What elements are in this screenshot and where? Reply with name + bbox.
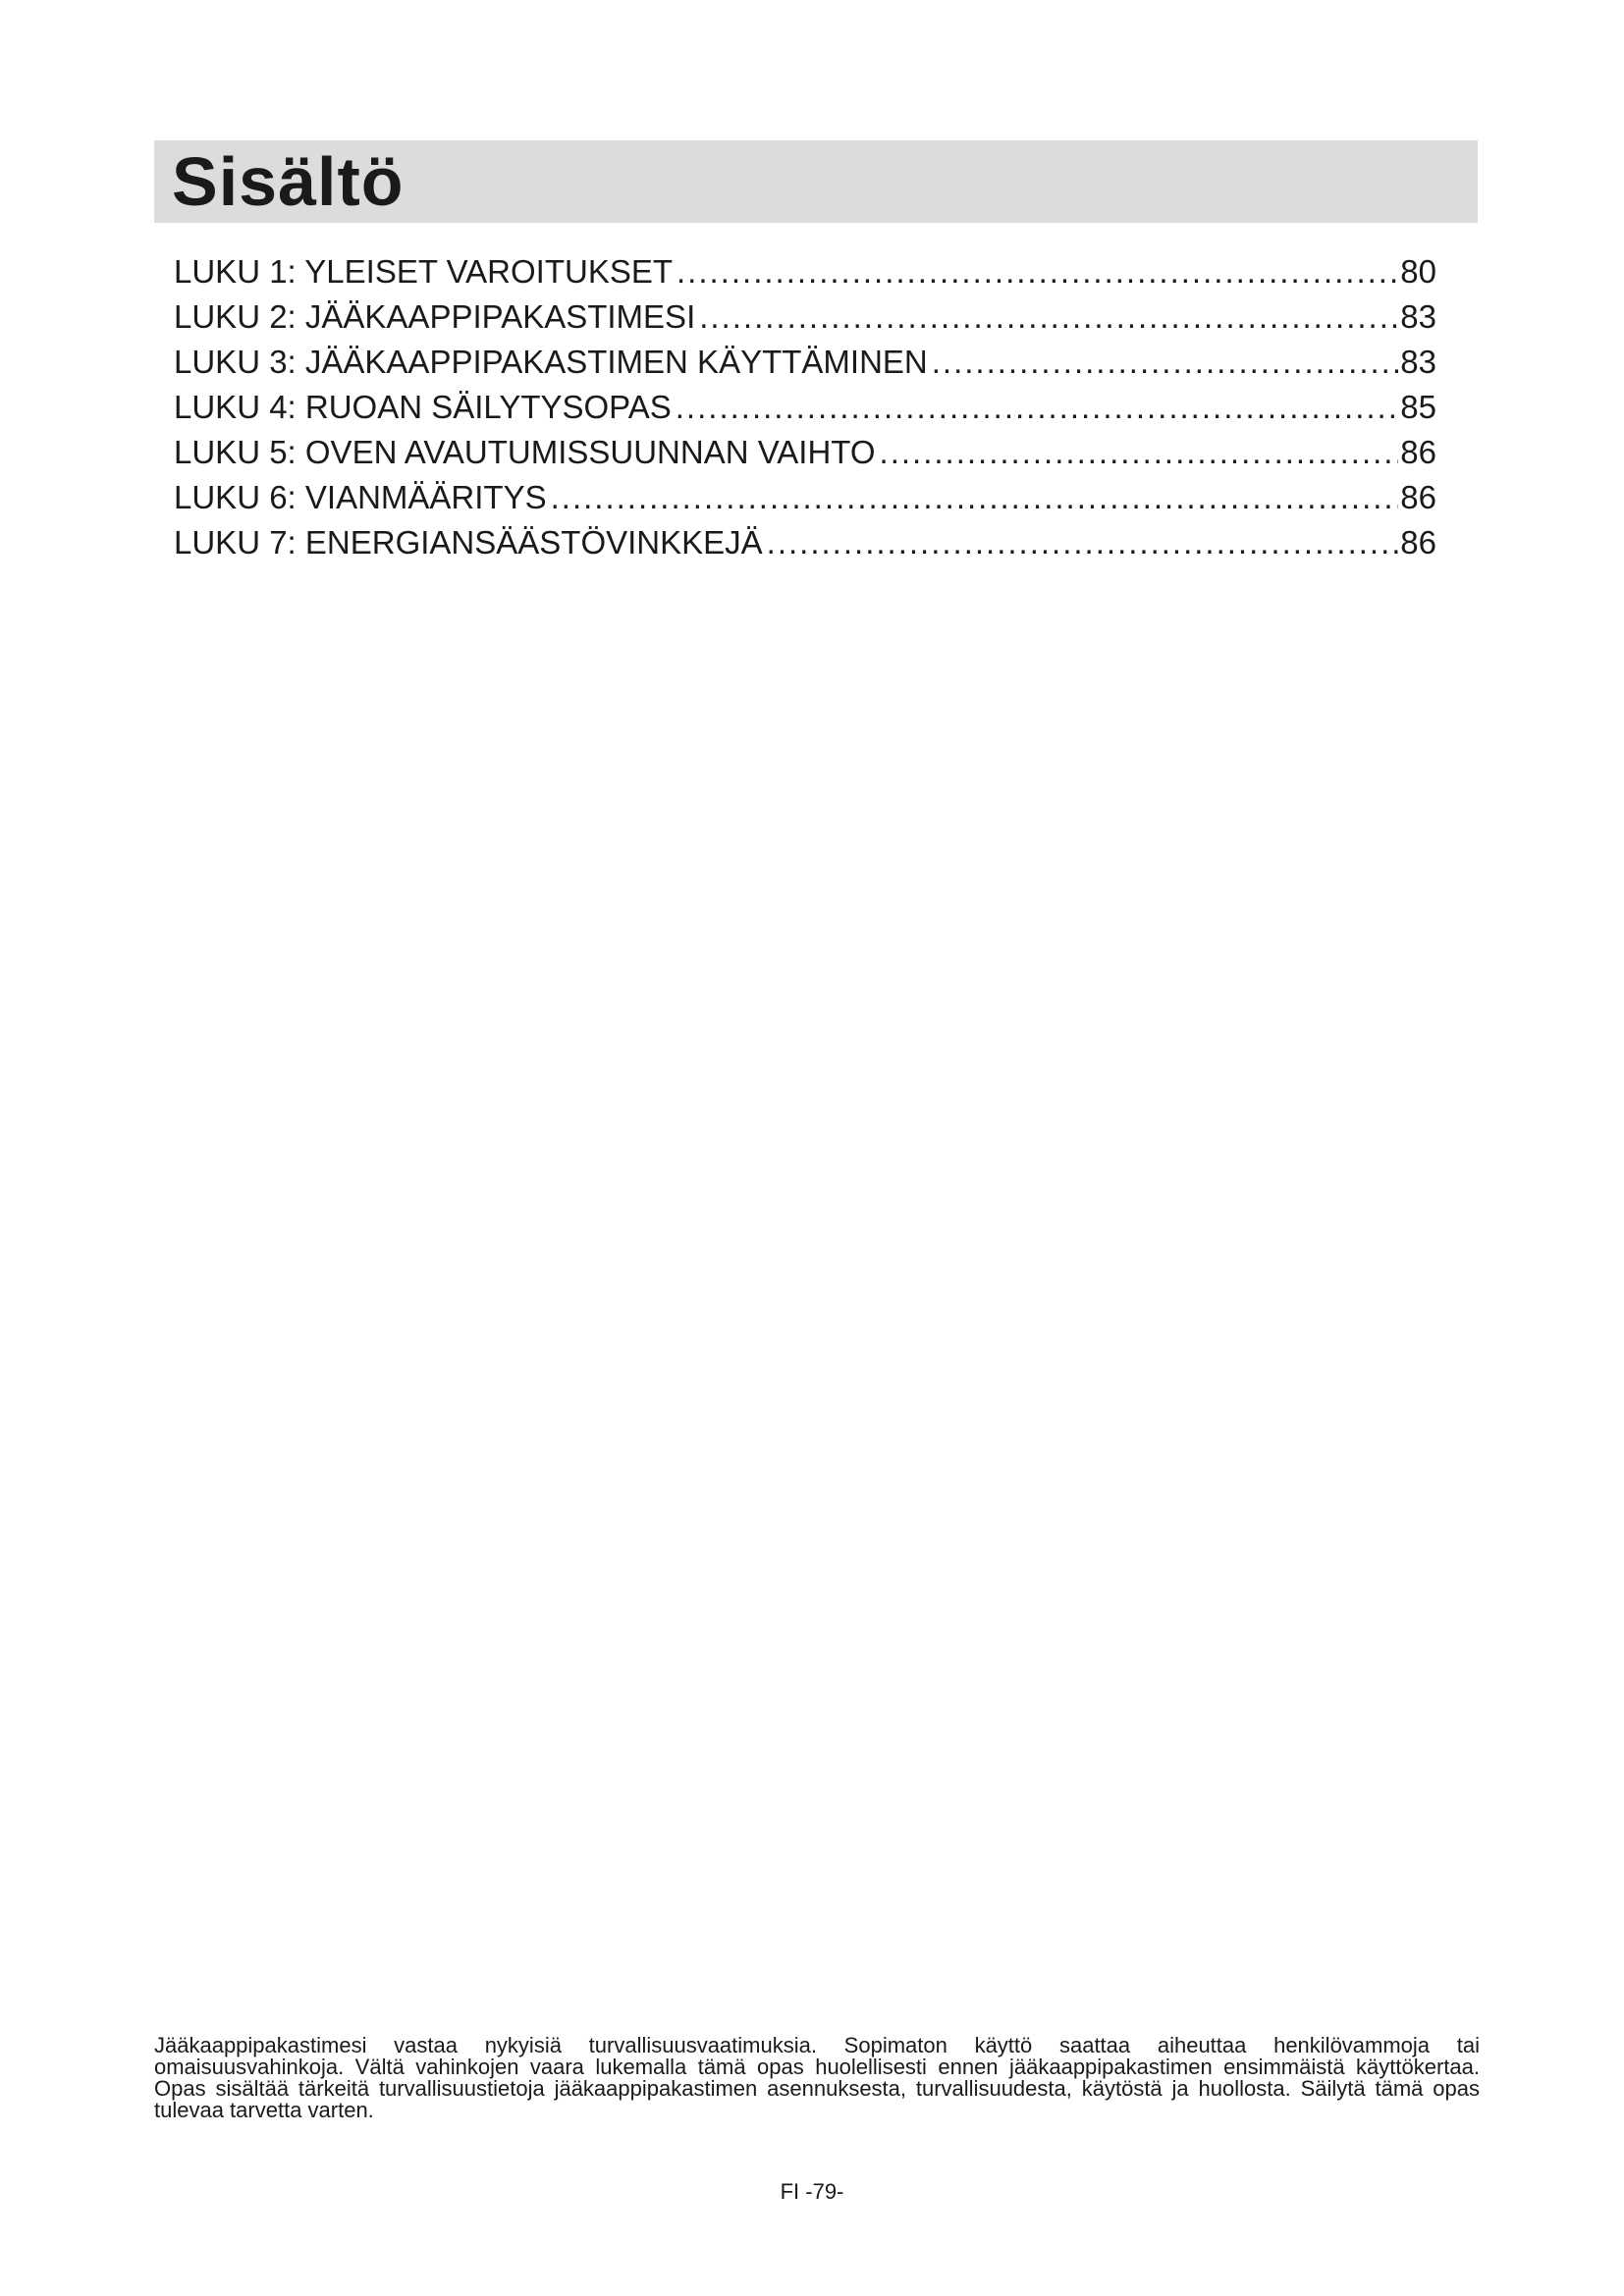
toc-entry-7[interactable] bbox=[174, 524, 1436, 569]
toc-entry-2[interactable] bbox=[174, 298, 1436, 344]
toc-entry-page: 83 bbox=[1400, 344, 1436, 380]
toc-leader-dots bbox=[676, 389, 1399, 426]
toc-entry-page: 86 bbox=[1400, 479, 1436, 515]
toc-leader-dots bbox=[767, 524, 1399, 561]
toc-entry-page: 85 bbox=[1400, 389, 1436, 425]
safety-notice: Jääkaappipakastimesi vastaa nykyisiä turvallisuusvaatimuksia. Sopimaton käyttö saattaa aiheuttaa henkilövammoja tai omaisuusvahinkoja. Vältä vahinkojen vaara lukemalla tämä opas huolellisesti ennen jääkaappipakastimen ensimmäistä käyttökertaa. Opas sisältää tärkeitä turvallisuustietoja jääkaappipakastimen asennuksesta, turvallisuudesta, käytöstä ja huollosta. Säilytä tämä opas tulevaa tarvetta varten. bbox=[154, 2033, 1480, 2122]
toc-entry-4[interactable] bbox=[174, 389, 1436, 434]
toc-entry-page: 86 bbox=[1400, 524, 1436, 561]
toc-leader-dots bbox=[551, 479, 1399, 516]
toc-entry-1[interactable] bbox=[174, 253, 1436, 298]
toc-entry-label: LUKU 3: JÄÄKAAPPIPAKASTIMEN KÄYTTÄMINEN bbox=[174, 344, 928, 380]
toc-entry-page: 80 bbox=[1400, 253, 1436, 290]
toc-entry-label: LUKU 5: OVEN AVAUTUMISSUUNNAN VAIHTO bbox=[174, 434, 876, 470]
toc-entry-label: LUKU 6: VIANMÄÄRITYS bbox=[174, 479, 547, 515]
toc-entry-5[interactable] bbox=[174, 434, 1436, 479]
toc-entry-3[interactable] bbox=[174, 344, 1436, 389]
toc-leader-dots bbox=[880, 434, 1399, 471]
toc-entry-6[interactable] bbox=[174, 479, 1436, 524]
toc-leader-dots bbox=[932, 344, 1399, 381]
toc-entry-label: LUKU 4: RUOAN SÄILYTYSOPAS bbox=[174, 389, 672, 425]
page-title: Sisältö bbox=[172, 143, 405, 220]
page-number: FI -79- bbox=[780, 2179, 844, 2204]
toc-leader-dots bbox=[677, 253, 1398, 291]
toc-entry-page: 83 bbox=[1400, 298, 1436, 335]
toc-leader-dots bbox=[699, 298, 1398, 336]
title-bar bbox=[154, 140, 1478, 223]
table-of-contents bbox=[174, 253, 1436, 569]
toc-entry-page: 86 bbox=[1400, 434, 1436, 470]
toc-entry-label: LUKU 1: YLEISET VAROITUKSET bbox=[174, 253, 674, 290]
toc-entry-label: LUKU 7: ENERGIANSÄÄSTÖVINKKEJÄ bbox=[174, 524, 763, 561]
toc-entry-label: LUKU 2: JÄÄKAAPPIPAKASTIMESI bbox=[174, 298, 696, 335]
